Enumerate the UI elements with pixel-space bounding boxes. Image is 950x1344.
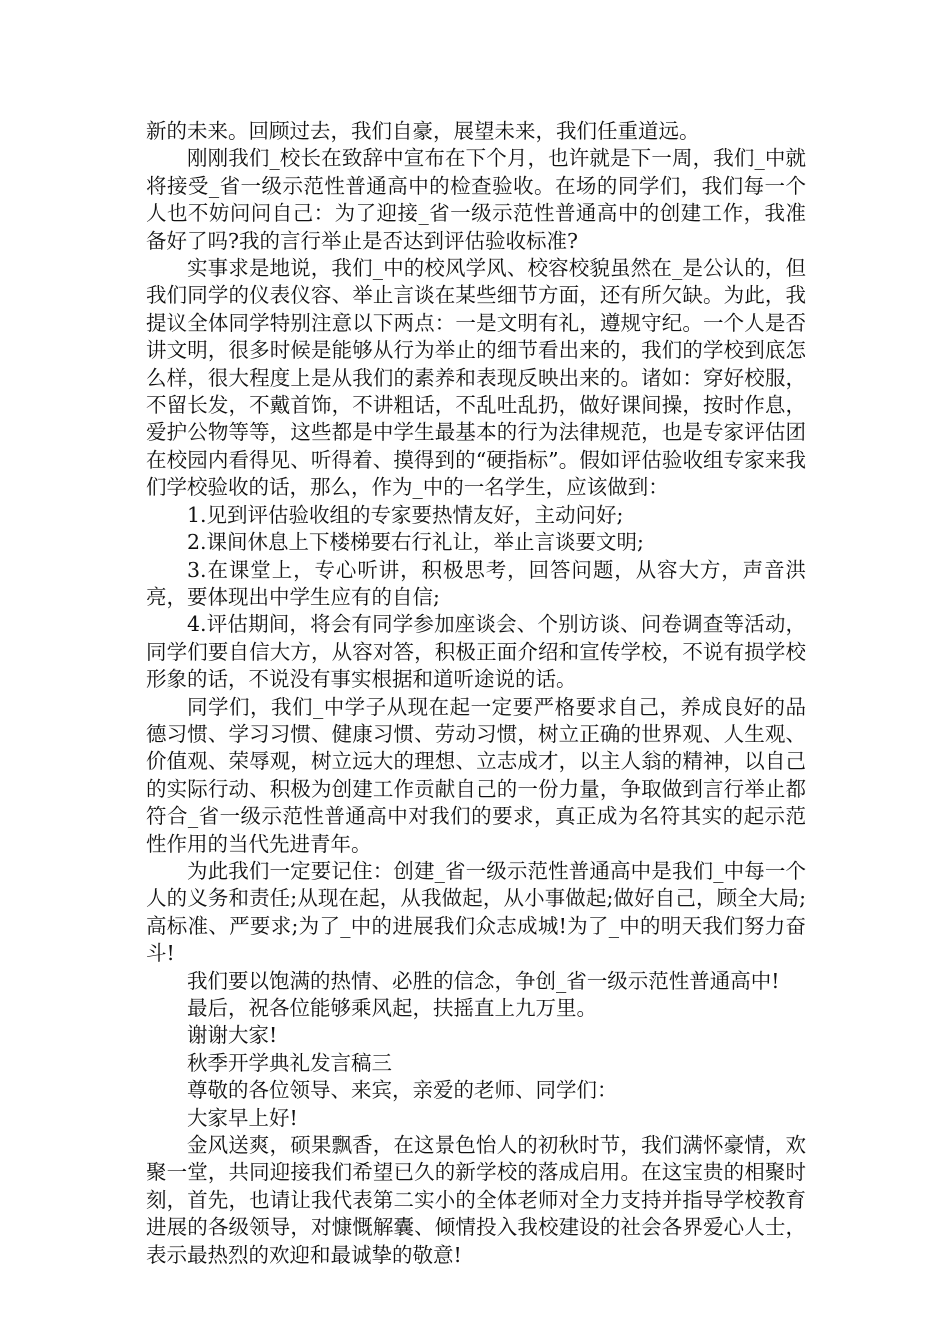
list-item-2: 2.课间休息上下楼梯要右行礼让，举止言谈要文明; — [187, 530, 644, 555]
paragraph-2: 刚刚我们_校长在致辞中宣布在下个月，也许就是下一周，我们_中就将接受_省一级示范性普通高中的检查验收。在场的同学们，我们每一个人也不妨问问自己：为了迎接_省一级示范性普通高中的创建工作，我准备好了吗?我的言行举止是否达到评估验收标准? — [146, 146, 806, 253]
document-page — [146, 118, 806, 1269]
paragraph-7: 最后，祝各位能够乘风起，扶摇直上九万里。 — [187, 996, 597, 1020]
list-item-3: 3.在课堂上，专心听讲，积极思考，回答问题，从容大方，声音洪亮，要体现出中学生应有的自信; — [146, 557, 806, 609]
paragraph-3: 实事求是地说，我们_中的校风学风、校容校貌虽然在_是公认的，但我们同学的仪表仪容、举止言谈在某些细节方面，还有所欠缺。为此，我提议全体同学特别注意以下两点：一是文明有礼，遵规守纪。一个人是否讲文明，很多时候是能够从行为举止的细节看出来的，我们的学校到底怎么样，很大程度上是从我们的素养和表现反映出来的。诸如：穿好校服，不留长发，不戴首饰，不讲粗话，不乱吐乱扔，做好课间操，按时作息，爱护公物等等，这些都是中学生最基本的行为法律规范，也是专家评估团在校园内看得见、听得着、摸得到的“硬指标”。假如评估验收组专家来我们学校验收的话，那么，作为_中的一名学生，应该做到： — [146, 256, 806, 500]
paragraph-6: 我们要以饱满的热情、必胜的信念，争创_省一级示范性普通高中! — [187, 968, 780, 993]
paragraph-1: 新的未来。回顾过去，我们自豪，展望未来，我们任重道远。 — [146, 119, 700, 143]
section-title: 秋季开学典礼发言稿三 — [187, 1050, 392, 1075]
paragraph-8: 金风送爽，硕果飘香，在这景色怡人的初秋时节，我们满怀豪情，欢聚一堂，共同迎接我们希望已久的新学校的落成启用。在这宝贵的相聚时刻，首先，也请让我代表第二实小的全体老师对全力支持并指导学校教育进展的各级领导，对慷慨解囊、倾情投入我校建设的社会各界爱心人士，表示最热烈的欢迎和最诚挚的敬意! — [146, 1133, 806, 1267]
list-item-4: 4.评估期间，将会有同学参加座谈会、个别访谈、问卷调查等活动，同学们要自信大方，从容对答，积极正面介绍和宣传学校，不说有损学校形象的话，不说没有事实根据和道听途说的话。 — [146, 612, 806, 692]
paragraph-4: 同学们，我们_中学子从现在起一定要严格要求自己，养成良好的品德习惯、学习习惯、健康习惯、劳动习惯，树立正确的世界观、人生观、价值观、荣辱观，树立远大的理想、立志成才，以主人翁的精神，以自己的实际行动、积极为创建工作贡献自己的一份力量，争取做到言行举止都符合_省一级示范性普通高中对我们的要求，真正成为名符其实的起示范性作用的当代先进青年。 — [146, 694, 806, 856]
list-item-1: 1.见到评估验收组的专家要热情友好，主动问好; — [187, 502, 624, 527]
thanks-line: 谢谢大家! — [187, 1023, 278, 1048]
paragraph-5: 为此我们一定要记住：创建_省一级示范性普通高中是我们_中每一个人的义务和责任;从现在起，从我做起，从小事做起;做好自己，顾全大局;高标准、严要求;为了_中的进展我们众志成城!为了_中的明天我们努力奋斗! — [146, 858, 806, 966]
greeting: 大家早上好! — [187, 1105, 298, 1130]
salutation: 尊敬的各位领导、来宾，亲爱的老师、同学们： — [187, 1078, 618, 1103]
